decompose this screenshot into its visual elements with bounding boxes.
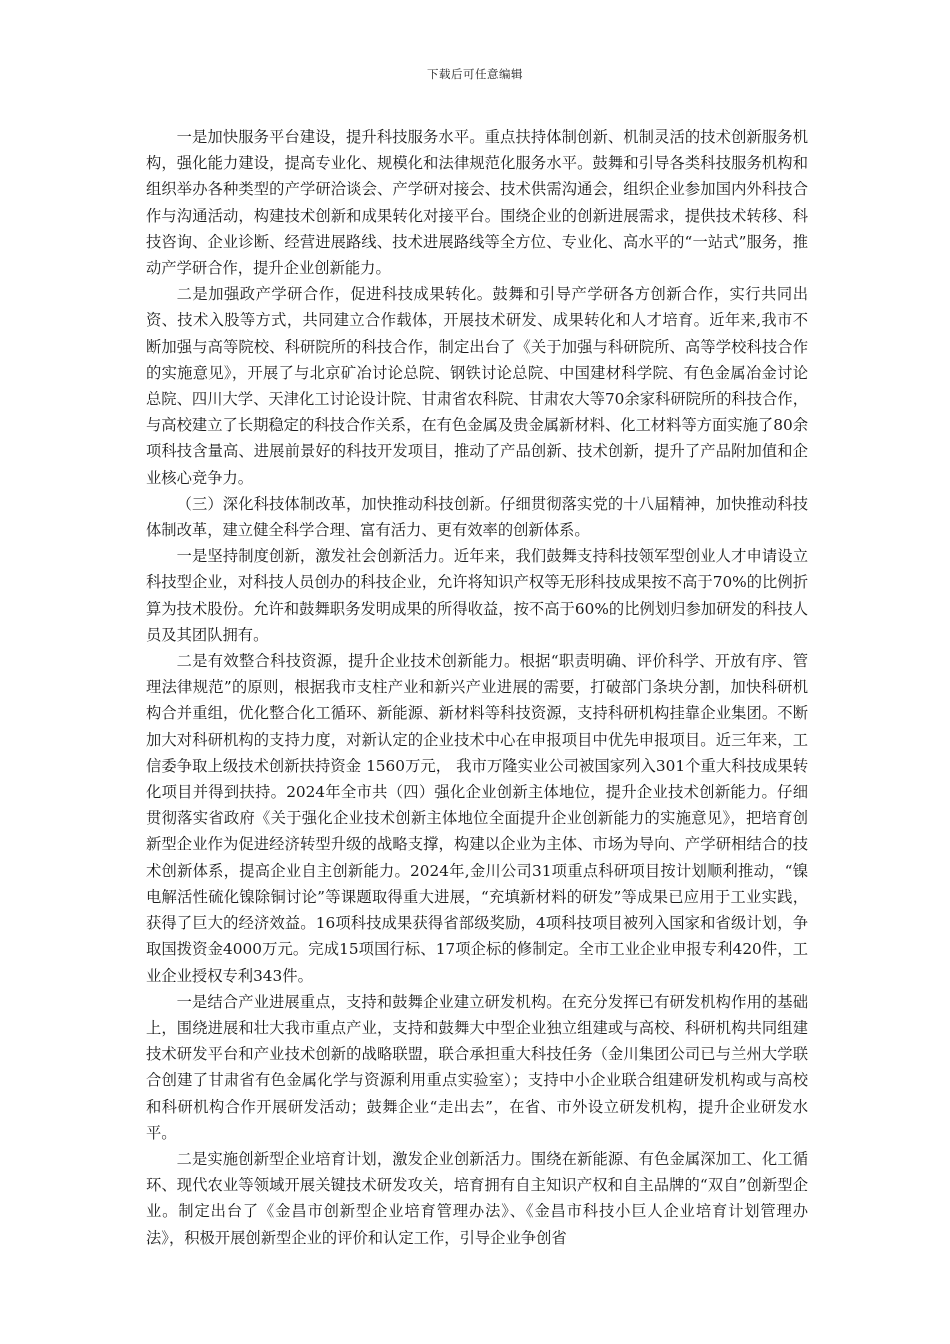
paragraph-rd-institutions: 一是结合产业进展重点，支持和鼓舞企业建立研发机构。在充分发挥已有研发机构作用的基础上，围绕进展和壮大我市重点产业，支持和鼓舞大中型企业独立组建或与高校、科研机构共同组建技术研发平台和产业技术创新的战略联盟，联合承担重大科技任务（金川集团公司已与兰州大学联合创建了甘肃省有色金属化学与资源利用重点实验室）；支持中小企业联合组建研发机构或与高校和科研机构合作开展研发活动；鼓舞企业“走出去”，在省、市外设立研发机构，提升企业研发水平。 (146, 992, 808, 1142)
paragraph-integrate-resources: 二是有效整合科技资源，提升企业技术创新能力。根据“职责明确、评价科学、开放有序、管理法律规范”的原则，根据我市支柱产业和新兴产业进展的需要，打破部门条块分割，加快科研机构合并重组，优化整合化工循环、新能源、新材料等科技资源，支持科研机构挂靠企业集团。不断加大对科研机构的支持力度，对新认定的企业技术中心在申报项目中优先申报项目。近三年来，工信委争取上级技术创新扶持资金 1560万元， 我市万隆实业公司被国家列入301个重大科技成果转化项目并得到扶持。2024年全市共（四）强化企业创新主体地位，提升企业技术创新能力。仔细贯彻落实省政府《关于强化企业技术创新主体地位全面提升企业创新能力的实施意见》，把培育创新型企业作为促进经济转型升级的战略支撑，构建以企业为主体、市场为导向、产学研相结合的技术创新体系，提高企业自主创新能力。2024年,金川公司31项重点科研项目按计划顺利推动，“镍电解活性硫化镍除铜讨论”等课题取得重大进展，“充填新材料的研发”等成果已应用于工业实践，获得了巨大的经济效益。16项科技成果获得省部级奖励，4项科技项目被列入国家和省级计划，争取国拨资金4000万元。完成15项国行标、17项企标的修制定。全市工业企业申报专利420件，工业企业授权专利343件。 (146, 652, 808, 985)
paragraph-service-platform: 一是加快服务平台建设，提升科技服务水平。重点扶持体制创新、机制灵活的技术创新服务机构，强化能力建设，提高专业化、规模化和法律规范化服务水平。鼓舞和引导各类科技服务机构和组织举办各种类型的产学研洽谈会、产学研对接会、技术供需沟通会，组织企业参加国内外科技合作与沟通活动，构建技术创新和成果转化对接平台。围绕企业的创新进展需求，提供技术转移、科技咨询、企业诊断、经营进展路线、技术进展路线等全方位、专业化、高水平的“一站式”服务，推动产学研合作，提升企业创新能力。 (146, 128, 808, 278)
document-body (146, 124, 808, 1251)
paragraph-innovative-enterprise-plan: 二是实施创新型企业培育计划，激发企业创新活力。围绕在新能源、有色金属深加工、化工循环、现代农业等领域开展关键技术研发攻关，培育拥有自主知识产权和自主品牌的“双自”创新型企业。制定出台了《金昌市创新型企业培育管理办法》、《金昌市科技小巨人企业培育计划管理办法》，积极开展创新型企业的评价和认定工作，引导企业争创省 (146, 1149, 808, 1247)
paragraph-institutional-innovation: 一是坚持制度创新，激发社会创新活力。近年来，我们鼓舞支持科技领军型创业人才申请设立科技型企业，对科技人员创办的科技企业，允许将知识产权等无形科技成果按不高于70%的比例折算为技术股份。允许和鼓舞职务发明成果的所得收益，按不高于60%的比例划归参加研发的科技人员及其团队拥有。 (146, 547, 808, 644)
paragraph-section-three-heading: （三）深化科技体制改革，加快推动科技创新。仔细贯彻落实党的十八届精神，加快推动科技体制改革，建立健全科学合理、富有活力、更有效率的创新体系。 (146, 494, 808, 540)
paragraph-industry-university-research: 二是加强政产学研合作，促进科技成果转化。鼓舞和引导产学研各方创新合作，实行共同出资、技术入股等方式，共同建立合作载体，开展技术研发、成果转化和人才培育。近年来,我市不断加强与高等院校、科研院所的科技合作，制定出台了《关于加强与科研院所、高等学校科技合作的实施意见》，开展了与北京矿冶讨论总院、钢铁讨论总院、中国建材科学院、有色金属冶金讨论总院、四川大学、天津化工讨论设计院、甘肃省农科院、甘肃农大等70余家科研院所的科技合作，与高校建立了长期稳定的科技合作关系，在有色金属及贵金属新材料、化工材料等方面实施了80余项科技含量高、进展前景好的科技开发项目，推动了产品创新、技术创新，提升了产品附加值和企业核心竞争力。 (146, 285, 808, 487)
page-header: 下载后可任意编辑 (427, 67, 523, 81)
